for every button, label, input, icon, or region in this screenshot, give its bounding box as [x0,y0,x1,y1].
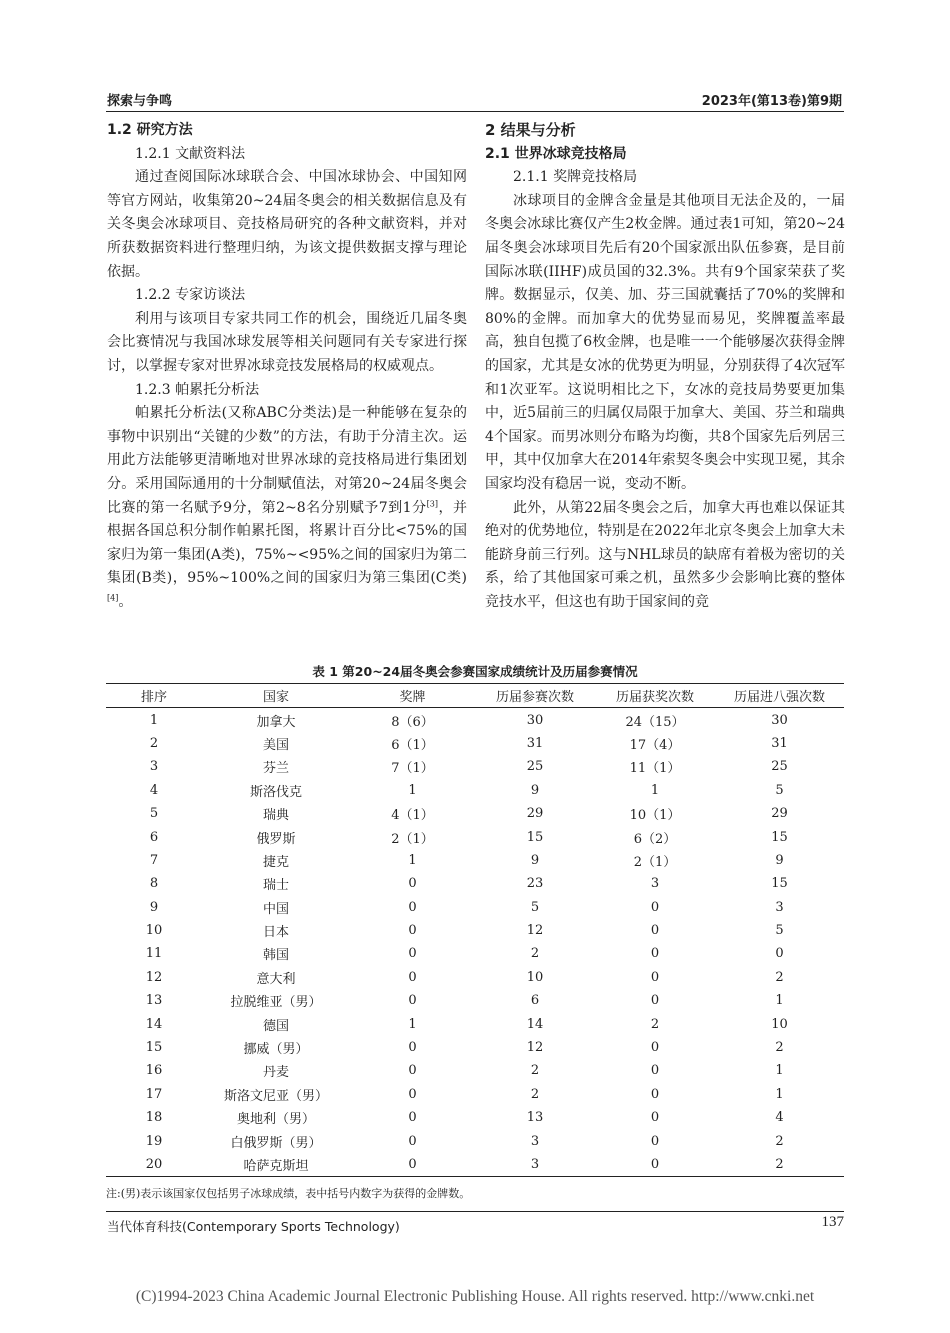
cell-rank: 4 [149,782,159,798]
cell-country: 意大利 [256,971,296,987]
table-row [106,966,844,989]
table-row [106,732,844,755]
cell-top8: 5 [775,782,784,798]
copyright-notice: (C)1994-2023 China Academic Journal Electronic Publishing House. All rights reserved. http://www.cnki.net [135,1288,815,1305]
table-row [106,708,844,732]
cell-participations: 2 [530,1063,540,1079]
cell-country: 斯洛文尼亚（男） [223,1088,328,1104]
paragraph-medal-pattern: 冰球项目的金牌含金量是其他项目无法企及的，一届冬奥会冰球比赛仅产生2枚金牌。通过表1可知，第20~24届冬奥会冰球项目先后有20个国家派出队伍参赛，是目前国际冰联(IIHF)成员国的32.3%。共有9个国家荣获了奖牌。数据显示，仅美、加、芬三国就囊括了70%的奖牌和80%的金牌。而加拿大的优势显而易见，奖牌覆盖率最高，独自包揽了6枚金牌，也是唯一一个能够屡次获得金牌的国家，尤其是女冰的优势更为明显，分别获得了4次冠军和1次亚军。这说明相比之下，女冰的竞技局势要更加集中，近5届前三的归属仅局限于加拿大、美国、芬兰和瑞典4个国家。而男冰则分布略为均衡，共8个国家先后列居三甲，其中仅加拿大在2014年索契冬奥会中实现卫冕，其余国家均没有稳居一说，变动不断。 [485,192,845,492]
cell-participations: 2 [530,946,540,962]
cell-rank: 15 [145,1040,163,1056]
cell-country: 哈萨克斯坦 [243,1159,309,1174]
col-header-rank: 排序 [140,690,167,706]
cell-participations: 6 [530,993,540,1009]
cell-participations: 12 [526,923,544,939]
cell-medals: 0 [408,946,417,962]
cell-awards: 1 [650,782,660,798]
cell-awards: 2 [650,1016,660,1032]
table-row [106,896,844,919]
cell-awards: 0 [650,993,660,1009]
col-header-awards: 历届获奖次数 [615,690,694,706]
cell-rank: 9 [149,899,159,915]
table-row [106,989,844,1012]
cell-top8: 4 [775,1110,784,1126]
cell-awards: 0 [650,1133,660,1149]
table-row [106,1153,844,1177]
cell-rank: 8 [149,876,159,892]
cell-medals: 0 [408,923,417,939]
pareto-text-b: ，并根据各国总积分制作帕累托图，将累计百分比<75%的国家归为第一集团(A类)，75%~<95%之间的国家归为第二集团(B类)，95%~100%之间的国家归为第三集团(C类) [107,499,468,587]
cell-awards: 0 [650,1157,660,1172]
cell-participations: 3 [530,1157,540,1172]
cell-participations: 23 [526,876,544,892]
cell-rank: 2 [149,735,159,751]
heading-2-1-1: 2.1.1 奖牌竞技格局 [513,169,638,186]
pareto-text-c: 。 [118,593,133,610]
table-row [106,755,844,778]
table-row [106,1129,844,1152]
cell-participations: 9 [530,782,540,798]
cell-top8: 9 [775,852,784,868]
cell-top8: 2 [775,1040,784,1056]
cell-awards: 10（1） [629,808,681,824]
table-1 [106,683,844,1177]
cell-top8: 2 [775,1133,784,1149]
paragraph-pareto-method [107,402,467,614]
cell-top8: 3 [775,899,784,915]
cell-country: 拉脱维亚（男） [230,995,322,1011]
pareto-text-a: 帕累托分析法(又称ABC分类法)是一种能够在复杂的事物中识别出“关键的少数”的方法，有助于分清主次。运用此方法能够更清晰地对世界冰球的竞技格局进行集团划分。采用国际通用的十分制赋值法，对第20~24届冬奥会比赛的第一名赋予9分，第2~8名分别赋予7到1分 [107,405,467,516]
cell-participations: 12 [526,1040,544,1056]
cell-medals: 4（1） [391,808,434,824]
heading-1-2-2: 1.2.2 专家访谈法 [135,287,246,304]
table-row [106,1083,844,1106]
cell-medals: 0 [408,1133,417,1149]
cell-medals: 0 [408,993,417,1009]
cell-awards: 0 [650,923,660,939]
cell-awards: 2（1） [633,854,677,870]
table-header-row [106,684,844,708]
cell-medals: 0 [408,1063,417,1079]
cell-rank: 3 [149,759,159,775]
cell-rank: 6 [149,829,159,845]
cell-rank: 13 [145,993,163,1009]
cell-top8: 10 [771,1016,788,1032]
cell-top8: 5 [775,923,784,939]
paragraph-canada-decline: 此外，从第22届冬奥会之后，加拿大再也难以保证其绝对的优势地位，特别是在2022年北京冬奥会上加拿大未能跻身前三行列。这与NHL球员的缺席有着极为密切的关系，给了其他国家可乘之机，虽然多少会影响比赛的整体竞技水平，但这也有助于国家间的竞 [485,499,845,610]
cell-rank: 20 [145,1157,163,1172]
running-header-section: 探索与争鸣 [107,94,173,109]
table-note: 注:(男)表示该国家仅包括男子冰球成绩，表中括号内数字为获得的金牌数。 [106,1187,471,1200]
citation-3[interactable]: [3] [426,498,438,508]
cell-participations: 31 [526,735,544,751]
cell-country: 白俄罗斯（男） [230,1135,322,1151]
cell-medals: 0 [408,876,417,892]
cell-awards: 17（4） [629,737,681,753]
cell-awards: 0 [650,1086,660,1102]
cell-top8: 25 [771,759,788,775]
page-number: 137 [821,1214,844,1230]
table-1-title: 表 1 第20~24届冬奥会参赛国家成绩统计及历届参赛情况 [312,664,638,679]
cell-country: 美国 [262,737,289,753]
cell-top8: 1 [775,1063,784,1079]
table-row [106,942,844,965]
cell-rank: 11 [145,946,163,962]
cell-medals: 0 [408,1040,417,1056]
cell-medals: 0 [408,1157,417,1172]
heading-1-2-3: 1.2.3 帕累托分析法 [135,381,260,398]
cell-awards: 0 [650,1063,660,1079]
heading-1-2: 1.2 研究方法 [107,122,193,138]
cell-top8: 2 [775,969,784,985]
cell-rank: 14 [145,1016,163,1032]
cell-rank: 12 [145,969,163,985]
cell-country: 捷克 [262,854,289,870]
cell-participations: 25 [526,759,544,775]
cell-country: 瑞士 [262,878,289,894]
cell-rank: 5 [149,806,159,822]
cell-awards: 11（1） [629,761,681,777]
col-header-top8: 历届进八强次数 [733,690,825,706]
cell-country: 丹麦 [262,1065,289,1081]
cell-medals: 1 [408,1016,417,1032]
cell-participations: 3 [530,1133,540,1149]
cell-top8: 1 [775,1086,784,1102]
cell-medals: 0 [408,1086,417,1102]
cell-participations: 13 [526,1110,544,1126]
table-row [106,802,844,825]
cell-country: 瑞典 [262,808,289,824]
cell-participations: 5 [530,899,540,915]
cell-medals: 2（1） [391,831,434,847]
footer-rule [106,1211,844,1212]
cell-medals: 7（1） [391,761,434,777]
cell-awards: 6（2） [633,831,677,847]
col-header-country: 国家 [262,690,289,706]
right-column [485,119,845,614]
cell-country: 韩国 [262,948,289,964]
cell-top8: 30 [771,712,788,728]
cell-awards: 24（15） [625,714,685,730]
cell-medals: 6（1） [391,737,434,753]
cell-awards: 0 [650,969,660,985]
cell-country: 加拿大 [256,714,296,730]
cell-awards: 0 [650,946,660,962]
cell-country: 日本 [262,925,289,941]
cell-awards: 3 [650,876,660,892]
running-header-issue: 2023年(第13卷)第9期 [701,94,842,109]
cell-participations: 10 [526,969,544,985]
cell-participations: 2 [530,1086,540,1102]
cell-participations: 14 [526,1016,544,1032]
table-row [106,1012,844,1035]
cell-top8: 1 [775,993,784,1009]
cell-participations: 9 [530,852,540,868]
cell-country: 俄罗斯 [256,831,296,847]
cell-top8: 15 [771,876,788,892]
cell-country: 中国 [262,901,289,917]
cell-medals: 1 [408,782,417,798]
cell-awards: 0 [650,1110,660,1126]
table-row [106,872,844,895]
col-header-medals: 奖牌 [399,690,426,706]
table-row [106,919,844,942]
cell-rank: 16 [145,1063,163,1079]
paragraph-literature-method: 通过查阅国际冰球联合会、中国冰球协会、中国知网等官方网站，收集第20~24届冬奥会的相关数据信息及有关冬奥会冰球项目、竞技格局研究的各种文献资料，并对所获数据资料进行整理归纳，为该文提供数据支撑与理论依据。 [107,169,467,280]
cell-country: 斯洛伐克 [249,784,302,800]
table-row [106,1106,844,1129]
cell-medals: 1 [408,852,417,868]
cell-top8: 29 [771,806,788,822]
cell-country: 德国 [262,1018,289,1034]
cell-rank: 10 [145,923,163,939]
cell-rank: 7 [149,852,159,868]
table-row [106,849,844,872]
cell-medals: 0 [408,899,417,915]
footer-journal-name: 当代体育科技(Contemporary Sports Technology) [107,1219,400,1234]
cell-top8: 2 [775,1157,784,1172]
cell-rank: 17 [145,1086,163,1102]
cell-top8: 31 [771,735,788,751]
table-row [106,825,844,848]
left-column [107,119,467,614]
table-row [106,779,844,802]
table-row [106,1059,844,1082]
cell-participations: 29 [526,806,544,822]
cell-medals: 8（6） [391,714,434,730]
table-body [106,708,844,1177]
cell-awards: 0 [650,899,660,915]
cell-top8: 0 [775,946,784,962]
heading-2: 2 结果与分析 [485,121,576,139]
cell-country: 芬兰 [262,761,289,777]
header-rule [106,111,844,112]
citation-4[interactable]: [4] [107,593,119,603]
table-row [106,1036,844,1059]
cell-participations: 30 [526,712,544,728]
cell-top8: 15 [771,829,788,845]
cell-country: 奥地利（男） [236,1112,315,1128]
cell-rank: 19 [145,1133,163,1149]
cell-medals: 0 [408,1110,417,1126]
cell-medals: 0 [408,969,417,985]
col-header-participations: 历届参赛次数 [495,690,574,706]
heading-2-1: 2.1 世界冰球竞技格局 [485,145,627,162]
cell-rank: 1 [149,712,159,728]
paragraph-expert-interview: 利用与该项目专家共同工作的机会，围绕近几届冬奥会比赛情况与我国冰球发展等相关问题同有关专家进行探讨，以掌握专家对世界冰球竞技发展格局的权威观点。 [107,310,467,374]
cell-country: 挪威（男） [243,1042,309,1058]
cell-rank: 18 [145,1110,163,1126]
cell-awards: 0 [650,1040,660,1056]
cell-participations: 15 [526,829,544,845]
heading-1-2-1: 1.2.1 文献资料法 [135,145,246,162]
